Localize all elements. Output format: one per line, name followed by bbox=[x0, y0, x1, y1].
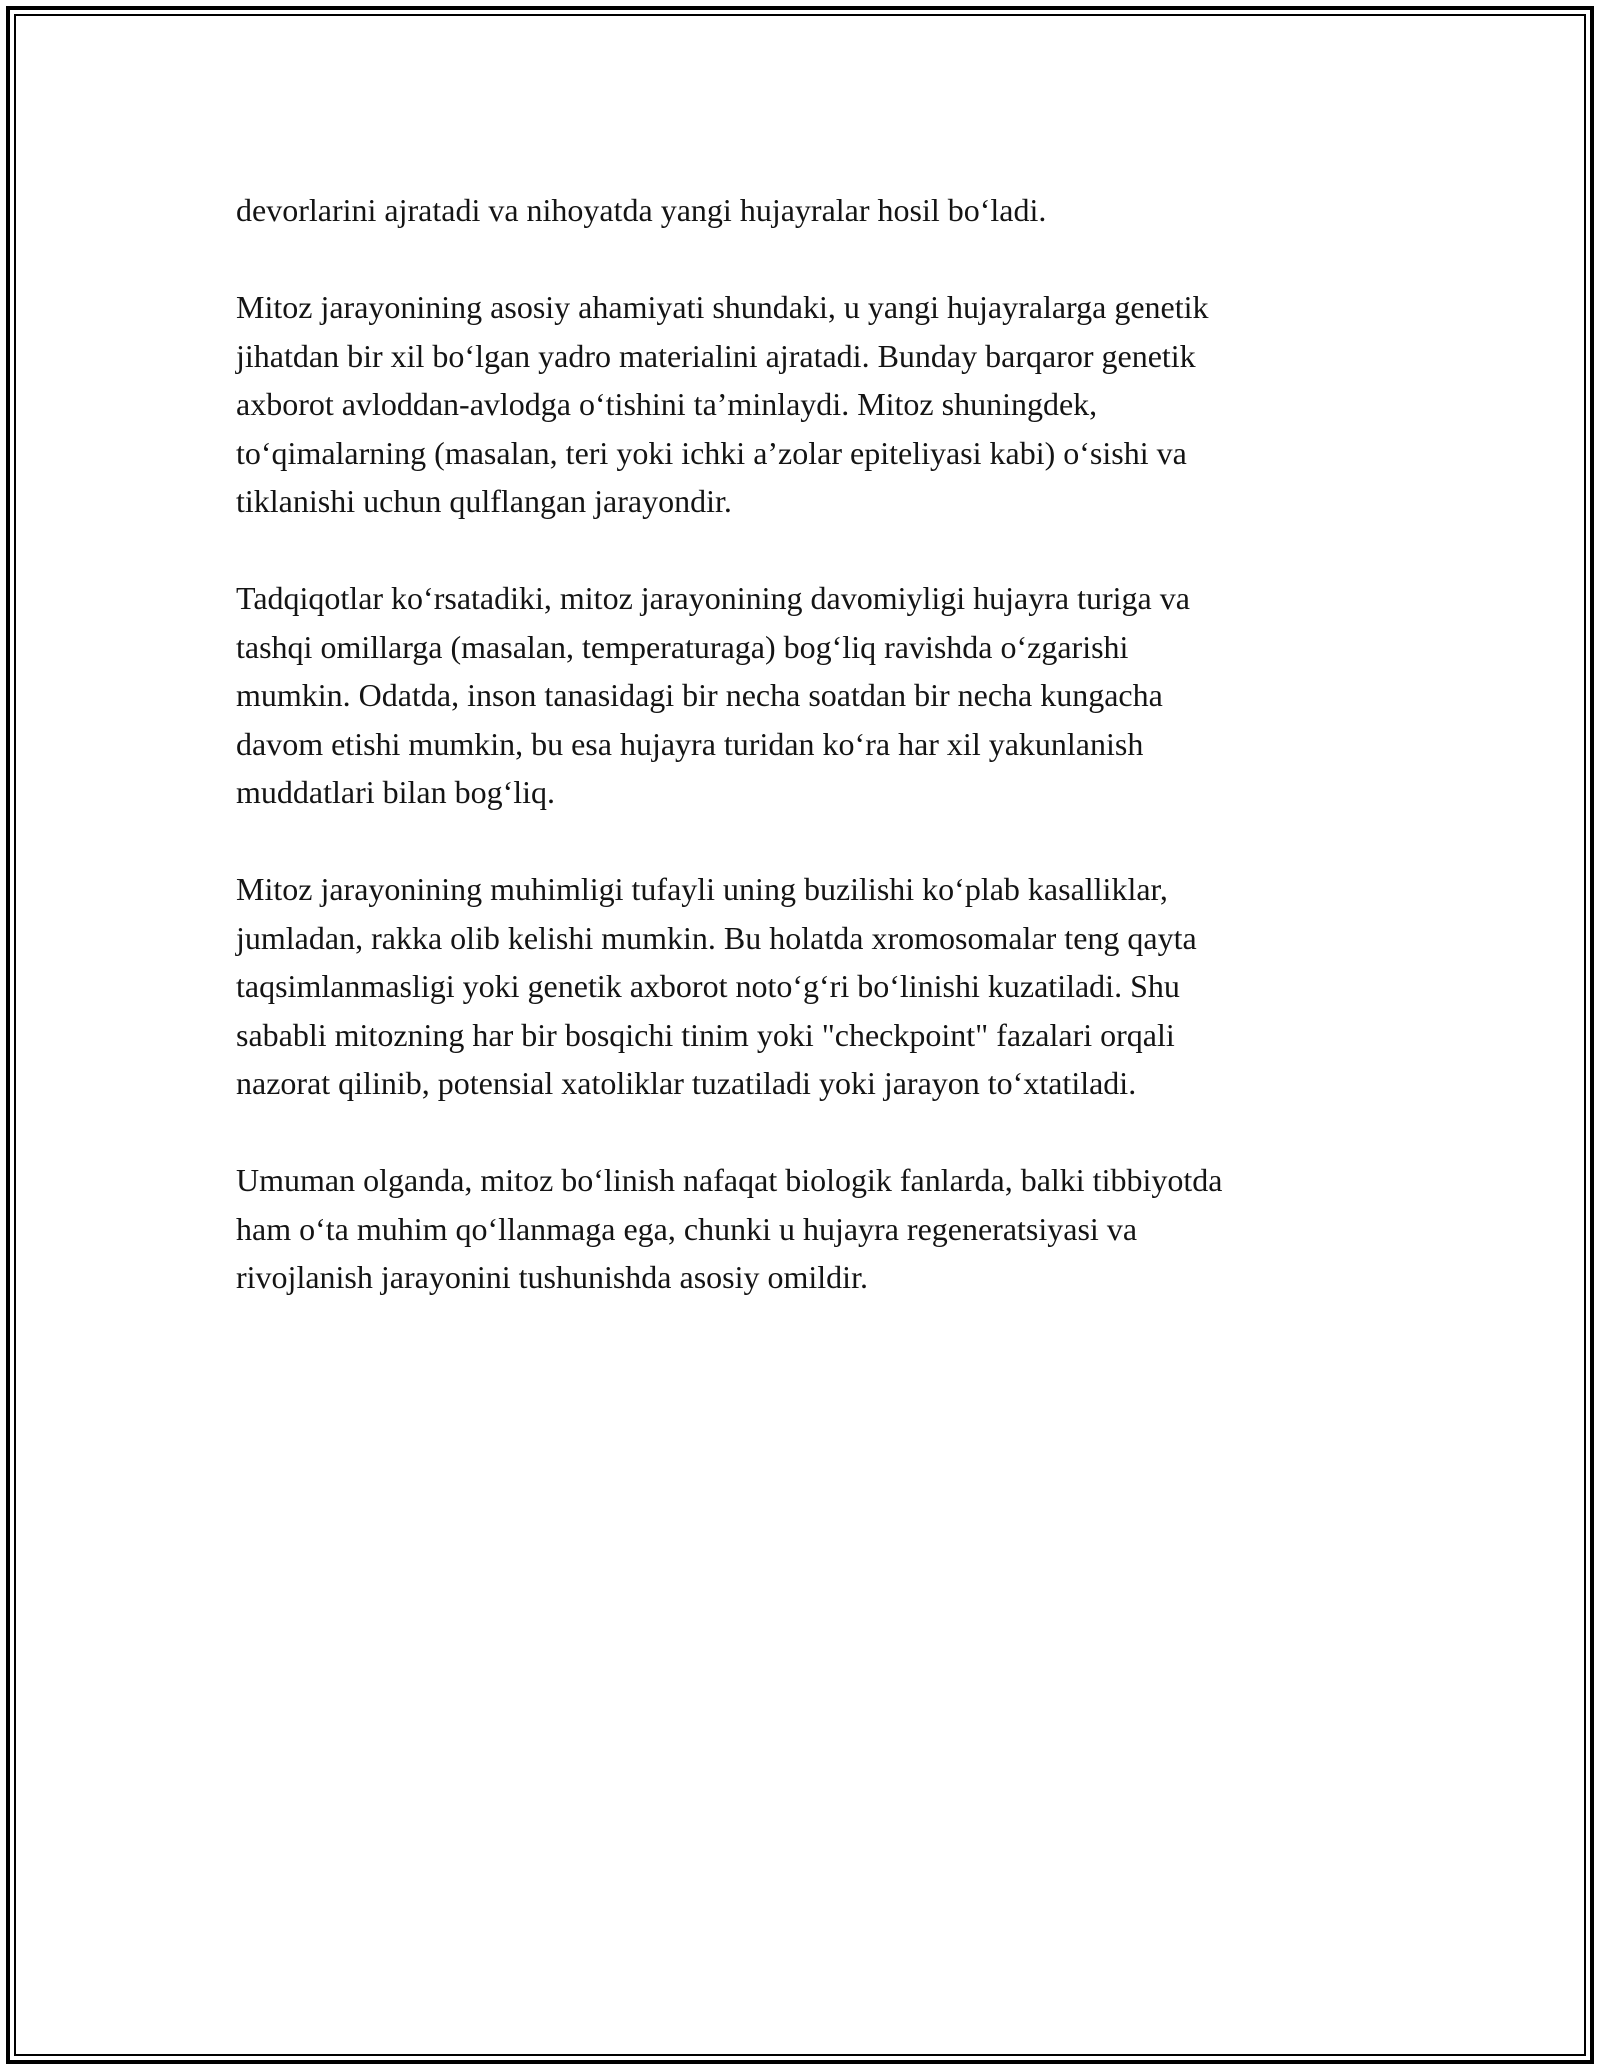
text-line: tiklanishi uchun qulflangan jarayondir. bbox=[236, 483, 732, 519]
text-line: davom etishi mumkin, bu esa hujayra turidan ko‘ra har xil yakunlanish bbox=[236, 725, 1144, 762]
text-line: rivojlanish jarayonini tushunishda asosiy omildir. bbox=[236, 1259, 868, 1295]
text-line: Mitoz jarayonining muhimligi tufayli uning buzilishi ko‘plab kasalliklar, bbox=[236, 871, 1168, 907]
text-line: jumladan, rakka olib kelishi mumkin. Bu holatda xromosomalar teng qayta bbox=[236, 919, 1197, 956]
text-line: ham o‘ta muhim qo‘llanmaga ega, chunki u hujayra regeneratsiyasi va bbox=[236, 1210, 1138, 1247]
text-line: nazorat qilinib, potensial xatoliklar tuzatiladi yoki jarayon to‘xtatiladi. bbox=[236, 1065, 1137, 1101]
text-line: axborot avloddan-avlodga o‘tishini ta’minlaydi. Mitoz shuningdek, bbox=[236, 386, 1098, 422]
document-body bbox=[236, 186, 1376, 1350]
paragraph-4 bbox=[236, 865, 1376, 1108]
paragraph-2 bbox=[236, 283, 1376, 526]
paragraph-5 bbox=[236, 1156, 1376, 1302]
text-line: muddatlari bilan bog‘liq. bbox=[236, 774, 556, 810]
text-line: Umuman olganda, mitoz bo‘linish nafaqat biologik fanlarda, balki tibbiyotda bbox=[236, 1162, 1223, 1198]
text-line: devorlarini ajratadi va nihoyatda yangi hujayralar hosil bo‘ladi. bbox=[236, 192, 1047, 228]
text-line: taqsimlanmasligi yoki genetik axborot noto‘g‘ri bo‘linishi kuzatiladi. Shu bbox=[236, 968, 1180, 1004]
text-line: sababli mitozning har bir bosqichi tinim yoki "checkpoint" fazalari orqali bbox=[236, 1016, 1175, 1053]
text-line: tashqi omillarga (masalan, temperaturaga) bog‘liq ravishda o‘zgarishi bbox=[236, 628, 1129, 665]
text-line: jihatdan bir xil bo‘lgan yadro materialini ajratadi. Bunday barqaror genetik bbox=[236, 337, 1196, 374]
text-line: Tadqiqotlar ko‘rsatadiki, mitoz jarayonining davomiyligi hujayra turiga va bbox=[236, 580, 1190, 616]
text-line: mumkin. Odatda, inson tanasidagi bir necha soatdan bir necha kungacha bbox=[236, 677, 1163, 713]
text-line: to‘qimalarning (masalan, teri yoki ichki a’zolar epiteliyasi kabi) o‘sishi va bbox=[236, 434, 1187, 471]
paragraph-3 bbox=[236, 574, 1376, 817]
paragraph-1 bbox=[236, 186, 1376, 235]
text-line: Mitoz jarayonining asosiy ahamiyati shundaki, u yangi hujayralarga genetik bbox=[236, 289, 1209, 325]
